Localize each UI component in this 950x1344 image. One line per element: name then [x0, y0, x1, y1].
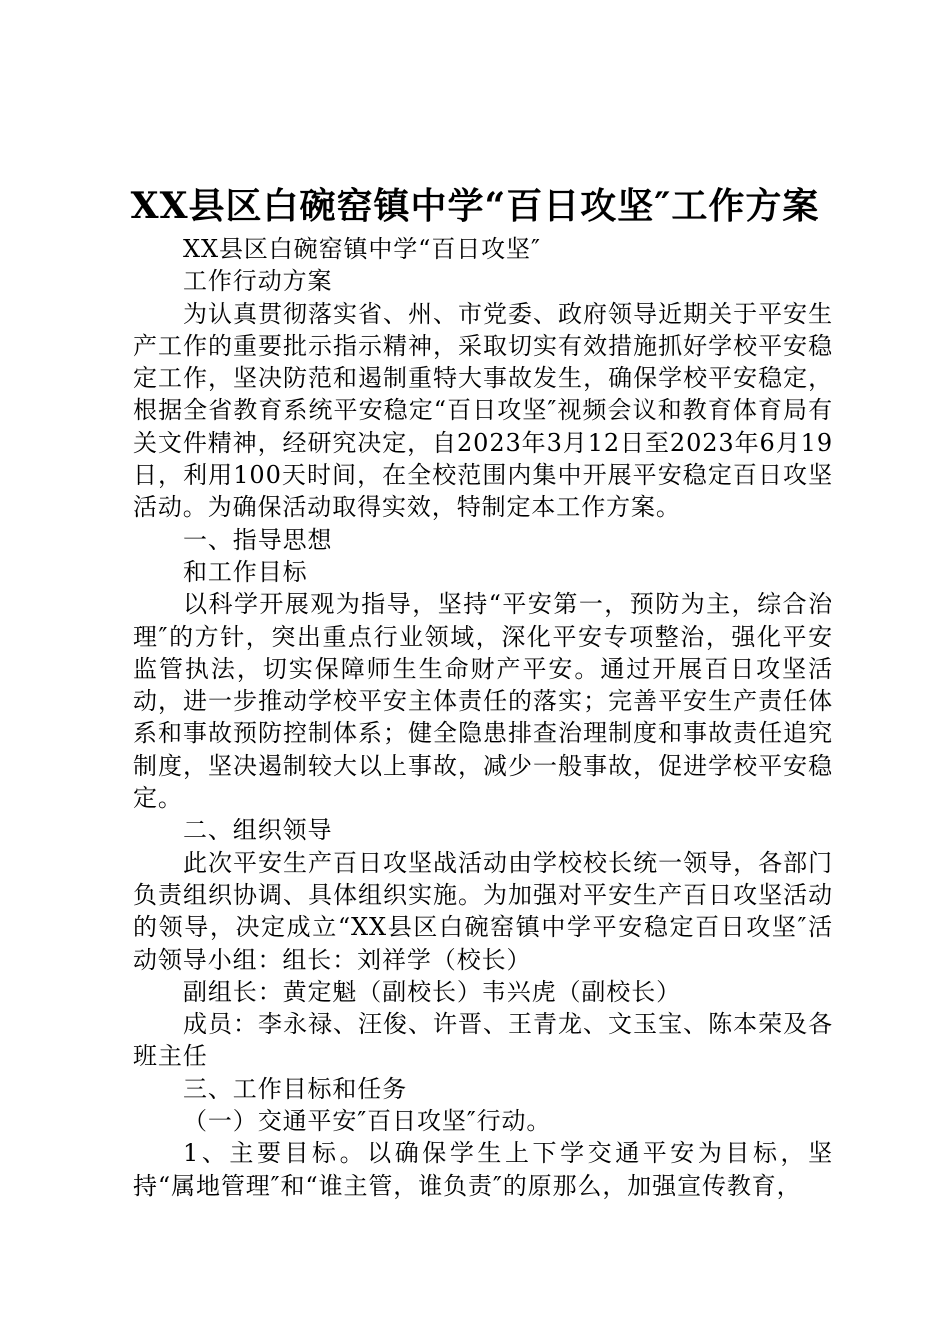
document-body: [133, 233, 833, 1202]
section-heading-1: 一、指导思想: [183, 525, 333, 554]
subsection-heading-1: （一）交通平安″百日攻坚″行动。: [183, 1107, 552, 1136]
guiding-paragraph: 以科学开展观为指导，坚持“平安第一，预防为主，综合治理″的方针，突出重点行业领域，深化平安专项整治，强化平安监管执法，切实保障师生生命财产平安。通过开展百日攻坚活动，进一步推动学校平安主体责任的落实；完善平安生产责任体系和事故预防控制体系；健全隐患排查治理制度和事故责任追究制度，坚决遏制较大以上事故，减少一般事故，促进学校平安稳定。: [133, 590, 833, 813]
subtitle-line-1: XX县区白碗窑镇中学“百日攻坚″: [183, 235, 541, 263]
section-heading-2: 二、组织领导: [183, 816, 333, 845]
deputy-leaders-line: 副组长：黄定魁（副校长）韦兴虎（副校长）: [183, 977, 681, 1006]
goals-paragraph: 1、主要目标。以确保学生上下学交通平安为目标，坚持“属地管理″和“谁主管，谁负责″的原那么，加强宣传教育，: [133, 1139, 833, 1200]
section-heading-1-continued: 和工作目标: [183, 557, 308, 586]
intro-paragraph: 为认真贯彻落实省、州、市党委、政府领导近期关于平安生产工作的重要批示指示精神，采取切实有效措施抓好学校平安稳定工作，坚决防范和遏制重特大事故发生，确保学校平安稳定，根据全省教育系统平安稳定“百日攻坚″视频会议和教育体育局有关文件精神，经研究决定，自2023年3月12日至2023年6月19日，利用100天时间，在全校范围内集中开展平安稳定百日攻坚活动。为确保活动取得实效，特制定本工作方案。: [133, 299, 833, 522]
section-heading-3: 三、工作目标和任务: [183, 1074, 408, 1103]
members-paragraph: 成员：李永禄、汪俊、许晋、王青龙、文玉宝、陈本荣及各班主任: [133, 1010, 833, 1071]
document-title: XX县区白碗窑镇中学“百日攻坚″工作方案: [130, 185, 820, 227]
subtitle-line-2: 工作行动方案: [183, 267, 333, 296]
organization-paragraph: 此次平安生产百日攻坚战活动由学校校长统一领导，各部门负责组织协调、具体组织实施。为加强对平安生产百日攻坚活动的领导，决定成立“XX县区白碗窑镇中学平安稳定百日攻坚″活动领导小组：组长：刘祥学（校长）: [133, 848, 833, 974]
